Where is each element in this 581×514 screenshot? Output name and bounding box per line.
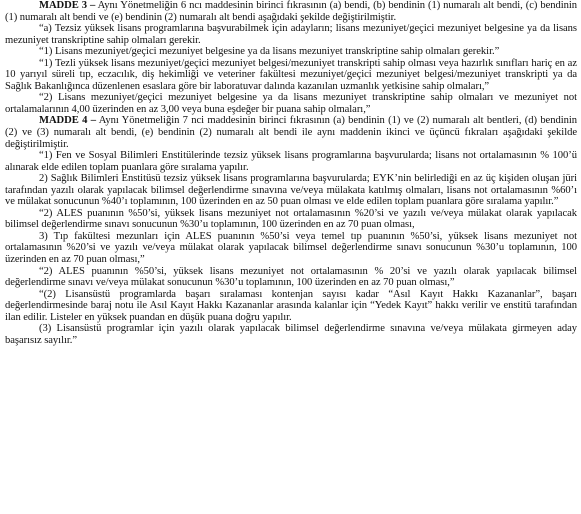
- article-heading: MADDE 3 –: [39, 0, 96, 11]
- paragraph-text: “2) ALES puanının %50’si, yüksek lisans mezuniyet not ortalamasının %20’si ve yazılı ve/veya mülakat olarak yapılacak bilimsel değerlendirme sınavı sonucunun %30’u toplamının, 100 üzerinden en az 70 puan olması,: [5, 207, 577, 231]
- paragraph-item-2-health: [5, 173, 577, 208]
- paragraph-text: Aynı Yönetmeliğin 6 ncı maddesinin birinci fıkrasının (a) bendi, (b) bendinin (1) numaralı alt bendi, (c) bendinin (1) numaralı alt bendi ve (e) bendinin (2) numaralı alt bendi aşağıdaki şekilde değiştirilmiştir.: [5, 0, 577, 23]
- paragraph-text: (3) Lisansüstü programlar için yazılı olarak yapılacak bilimsel değerlendirme sınavına ve/veya mülakata girmeyen aday başarısız sayılır.”: [5, 323, 577, 346]
- paragraph-item-2-ales: [5, 208, 577, 231]
- paragraph-madde-3: [5, 0, 577, 23]
- paragraph-text: “1) Tezli yüksek lisans mezuniyet/geçici mezuniyet belgesi/mezuniyet transkripti sahip olması veya hazırlık sınıfları hariç en az 10 yarıyıl süreli tıp, eczacılık, diş hekimliği ve veteriner fakültesi mezuniyet/geçici mezuniyet belgesi/mezuniyet transkripti ya da Sağlık Bakanlığınca düzenlenen esaslara göre bir laboratuvar dalında kazanılan uzmanlık yetkisine sahip olmaları,”: [5, 57, 577, 92]
- paragraph-clause-3: [5, 323, 577, 346]
- paragraph-clause-2: [5, 289, 577, 324]
- paragraph-text: “2) Lisans mezuniyet/geçici mezuniyet belgesine ya da lisans mezuniyet transkriptine sahip olmaları ve mezuniyet not ortalamalarının 4,00 üzerinden en az 3,00 veya buna eşdeğer bir puana sahip olmaları,”: [5, 92, 577, 115]
- paragraph-text: Aynı Yönetmeliğin 7 nci maddesinin birinci fıkrasının (a) bendinin (1) ve (2) numaralı alt bentleri, (d) bendinin (2) ve (3) numaralı alt bendi, (e) bendinin (2) numaralı alt bendi ile aynı maddenin ikinci ve üçüncü fıkraları aşağıdaki şekilde değiştirilmiştir.: [5, 115, 577, 150]
- paragraph-text: 3) Tıp fakültesi mezunları için ALES puanının %50’si veya temel tıp puanının %50’si, yüksek lisans mezuniyet not ortalamasının %20’si ve yazılı ve/veya mülakat olarak yapılacak bilimsel değerlendirme sınavı sonucunun %30’u toplamının, 100 üzerinden en az 70 puan olması,”: [5, 230, 577, 266]
- paragraph-item-a: [5, 23, 577, 46]
- paragraph-item-2-ales-written: [5, 266, 577, 289]
- paragraph-item-3-medicine: [5, 231, 577, 266]
- paragraph-text: “(2) Lisansüstü programlarda başarı sıralaması kontenjan sayısı kadar “Asıl Kayıt Hakkı Kazananlar”, başarı değerlendirmesinde baraj notu ile Asıl Kayıt Hakkı Kazananlar arasında kalanlar için “Yedek Kayıt” hakkı verilir ve enstitü tarafından ilan edilir. Listeler en yüksek puandan en düşük puana doğru yapılır.: [5, 288, 577, 323]
- paragraph-item-1-thesis: [5, 58, 577, 93]
- paragraph-item-2: [5, 92, 577, 115]
- paragraph-madde-4: [5, 115, 577, 150]
- article-heading: MADDE 4 –: [39, 115, 96, 127]
- paragraph-text: “1) Fen ve Sosyal Bilimleri Enstitülerinde tezsiz yüksek lisans programlarına başvurularda; lisans not ortalamasının % 100’ü alınarak elde edilen toplam puanlara göre sıralama yapılır.: [5, 150, 577, 173]
- paragraph-item-1-ranking: [5, 150, 577, 173]
- document-body: [5, 0, 577, 346]
- paragraph-text: “2) ALES puanının %50’si, yüksek lisans mezuniyet not ortalamasının % 20’si ve yazılı olarak yapılacak bilimsel değerlendirme sınavı ve/veya mülakat sonucunun %30’u toplamının, 100 üzerinden en az 70 puan olması,”: [5, 265, 577, 289]
- paragraph-text: 2) Sağlık Bilimleri Enstitüsü tezsiz yüksek lisans programlarına başvurularda; EYK’nin belirlediği en az üç kişiden oluşan jüri tarafından yazılı olarak yapılacak bilimsel değerlendirme sınavına ve/veya mülakata katılmış olmaları, lisans not ortalamasının %60’ı ve mülakat sonucunun %40’ı toplamının, 100 üzerinden en az 50 puan olması ve elde edilen toplam puanlara göre sıralama yapılır.”: [5, 173, 577, 208]
- paragraph-text: “a) Tezsiz yüksek lisans programlarına başvurabilmek için adayların; lisans mezuniyet/geçici mezuniyet belgesine ya da lisans mezuniyet transkriptine sahip olmaları gerekir.: [5, 23, 577, 46]
- paragraph-text: “1) Lisans mezuniyet/geçici mezuniyet belgesine ya da lisans mezuniyet transkriptine sahip olmaları gerekir.”: [39, 46, 500, 58]
- paragraph-item-1: [5, 46, 577, 58]
